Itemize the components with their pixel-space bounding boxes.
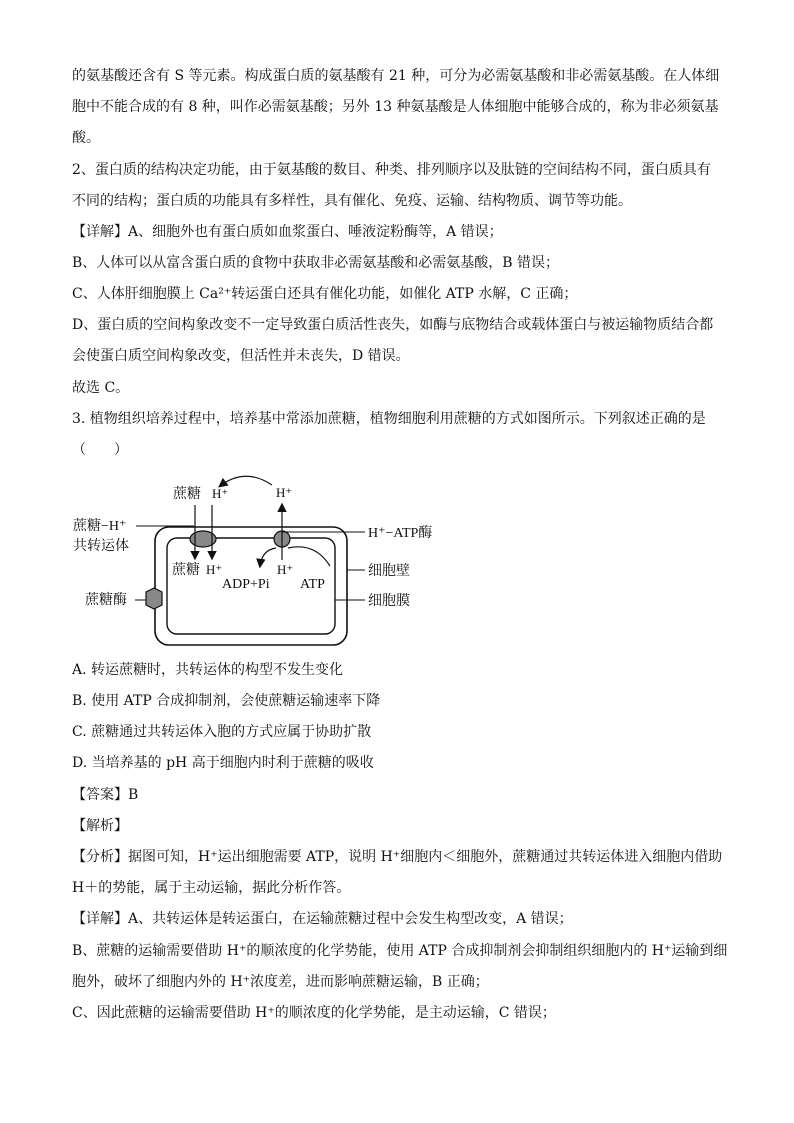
answer-bracket: （ ）: [72, 442, 128, 458]
analysis-line: 胞外，破坏了细胞内外的 H⁺浓度差，进而影响蔗糖运输，B 正确；: [72, 974, 489, 990]
paragraph-line: 故选 C。: [72, 380, 130, 396]
label-atp: ATP: [300, 577, 325, 592]
paragraph-line: 会使蛋白质空间构象改变，但活性并未丧失，D 错误。: [72, 348, 410, 364]
paragraph-line: 不同的结构；蛋白质的功能具有多样性，具有催化、免疫、运输、结构物质、调节等功能。: [72, 193, 632, 209]
label-cotransporter-1: 蔗糖−H⁺: [73, 519, 127, 534]
sucrose-transport-diagram: [60, 470, 460, 650]
analysis-line: B、蔗糖的运输需要借助 H⁺的顺浓度的化学势能，使用 ATP 合成抑制剂会抑制组织细胞内的 H⁺运输到细: [72, 943, 728, 959]
label-cotransporter-2: 共转运体: [73, 539, 129, 554]
label-sucrose-in: 蔗糖: [172, 563, 200, 578]
paragraph-line: 胞中不能合成的有 8 种，叫作必需氨基酸；另外 13 种氨基酸是人体细胞中能够合成的，称为非必须氨基: [72, 99, 719, 115]
paragraph-line: 酸。: [72, 130, 100, 146]
label-sucrase: 蔗糖酶: [85, 593, 127, 608]
question-stem: 3. 植物组织培养过程中，培养基中常添加蔗糖，植物细胞利用蔗糖的方式如图所示。下列叙述正确的是: [72, 411, 706, 427]
paragraph-line: D、蛋白质的空间构象改变不一定导致蛋白质活性丧失，如酶与底物结合或载体蛋白与被运输物质结合都: [72, 317, 714, 333]
analysis-line: C、因此蔗糖的运输需要借助 H⁺的顺浓度的化学势能，是主动运输，C 错误；: [72, 1005, 556, 1021]
option-a: A. 转运蔗糖时，共转运体的构型不发生变化: [72, 662, 344, 678]
option-c: C. 蔗糖通过共转运体入胞的方式应属于协助扩散: [72, 724, 372, 740]
label-sucrose-top: 蔗糖: [173, 487, 201, 502]
label-h-in: H⁺: [206, 562, 223, 577]
label-h-in-2: H⁺: [277, 562, 294, 577]
answer-label: 【答案】B: [72, 787, 139, 803]
label-cell-wall: 细胞壁: [368, 564, 410, 579]
sucrase-enzyme: [146, 588, 162, 609]
option-d: D. 当培养基的 pH 高于细胞内时利于蔗糖的吸收: [72, 755, 374, 771]
label-h-top: H⁺: [212, 486, 229, 501]
paragraph-line: C、人体肝细胞膜上 Ca²⁺转运蛋白还具有催化功能，如催化 ATP 水解，C 正确；: [72, 286, 578, 302]
option-b: B. 使用 ATP 合成抑制剂，会使蔗糖运输速率下降: [72, 693, 381, 709]
paragraph-line: 【详解】A、细胞外也有蛋白质如血浆蛋白、唾液淀粉酶等，A 错误；: [72, 224, 503, 240]
label-cell-membrane: 细胞膜: [368, 594, 410, 609]
analysis-line: 【分析】据图可知，H⁺运出细胞需要 ATP，说明 H⁺细胞内＜细胞外，蔗糖通过共转运体进入细胞内借助: [72, 849, 723, 865]
label-h-right-top: H⁺: [276, 485, 293, 500]
paragraph-line: 的氨基酸还含有 S 等元素。构成蛋白质的氨基酸有 21 种，可分为必需氨基酸和非必需氨基酸。在人体细: [72, 68, 720, 84]
analysis-label: 【解析】: [72, 818, 128, 834]
label-atpase: H⁺−ATP酶: [368, 526, 433, 541]
paragraph-line: B、人体可以从富含蛋白质的食物中获取非必需氨基酸和必需氨基酸，B 错误；: [72, 255, 560, 271]
analysis-line: 【详解】A、共转运体是转运蛋白，在运输蔗糖过程中会发生构型改变，A 错误；: [72, 911, 573, 927]
analysis-line: H＋的势能，属于主动运输，据此分析作答。: [72, 880, 351, 896]
paragraph-line: 2、蛋白质的结构决定功能，由于氨基酸的数目、种类、排列顺序以及肽链的空间结构不同，蛋白质具有: [72, 162, 711, 178]
label-adp-pi: ADP+Pi: [222, 577, 270, 592]
